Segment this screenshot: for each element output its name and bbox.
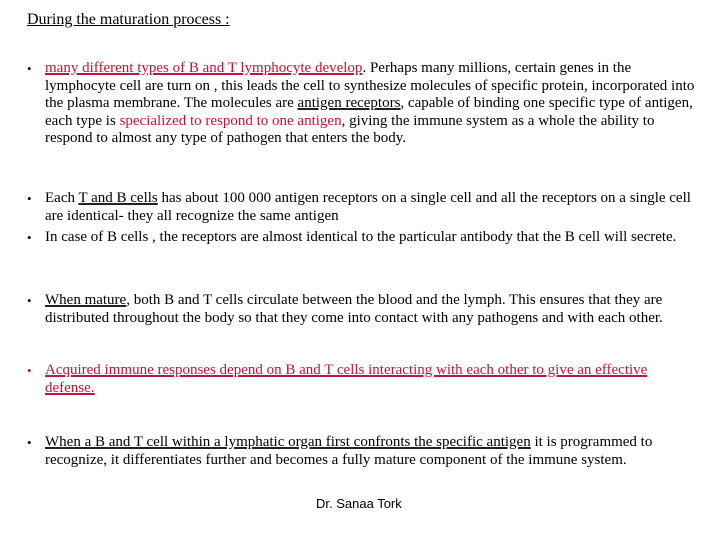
highlight-first-confronts: When a B and T cell within a lymphatic organ first confronts the specific antigen [45, 434, 531, 450]
bullet-lymphocyte-development [45, 60, 700, 148]
slide-title: During the maturation process : [27, 11, 230, 28]
highlight-t-and-b-cells: T and B cells [78, 190, 158, 206]
bullet-circulation [45, 292, 700, 327]
bullet-text: Each [45, 190, 79, 206]
bullet-text: In case of B cells , the receptors are almost identical to the particular antibody that the B cell will secrete. [45, 229, 677, 245]
highlight-specialized: specialized to respond to one antigen [119, 112, 342, 129]
highlight-when-mature: When mature [45, 292, 127, 308]
bullet-b-cell-receptors [45, 229, 700, 247]
bullet-text: it is programmed to recognize, it differentiates further and becomes a fully mature component of the immune system. [45, 434, 653, 468]
highlight-lymphocyte-types: many different types of B and T lymphocyte develop [45, 60, 363, 76]
bullet-text: . Perhaps many millions, certain genes in the lymphocyte cell are turn on , this leads the cell to synthesize molecules of specific protein, incorporated into the plasma membrane. The molecules are [45, 60, 695, 111]
bullet-antigen-receptors-count [45, 190, 700, 225]
bullet-text: , capable of binding one specific type of antigen, each type is [45, 95, 693, 129]
bullet-text: has about 100 000 antigen receptors on a single cell and all the receptors on a single cell are identical- they all recognize the same antigen [45, 190, 691, 224]
bullet-text: , both B and T cells circulate between the blood and the lymph. This ensures that they are distributed throughout the body so that they come into contact with any pathogens and with each other. [45, 292, 663, 326]
bullet-lymphatic-organ [45, 434, 700, 469]
highlight-antigen-receptors: antigen receptors [297, 95, 401, 111]
highlight-acquired-immune: Acquired immune responses depend on B and T cells interacting with each other to give an effective defense. [45, 362, 648, 396]
bullet-text: , giving the immune system as a whole the ability to respond to almost any type of pathogen that enters the body. [45, 112, 655, 146]
bullet-acquired-immune-responses [45, 362, 700, 397]
author-credit: Dr. Sanaa Tork [316, 496, 402, 511]
